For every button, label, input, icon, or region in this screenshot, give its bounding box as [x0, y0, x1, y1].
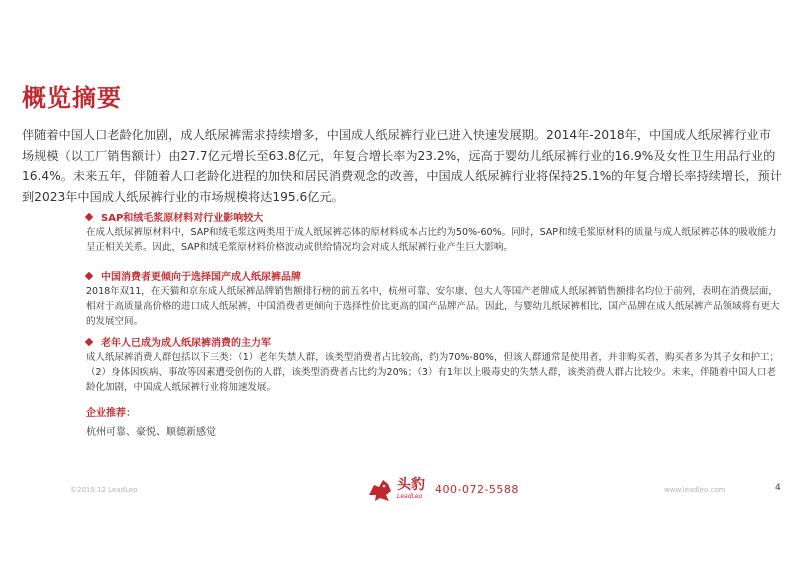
section-title: 老年人已成为成人纸尿裤消费的主力军: [101, 338, 271, 349]
section-text-1: 在成人纸尿裤原材料中，SAP和绒毛浆这两类用于成人纸尿裤芯体的原材料成本占比约为50%-60%。同时，SAP和绒毛浆原材料的质量与成人纸尿裤芯体的吸收能力呈正相关关系。因此，SAP和绒毛浆原材料价格波动或供给情况均会对成人纸尿裤行业产生巨大影响。: [86, 227, 777, 253]
section-title: 中国消费者更倾向于选择国产成人纸尿裤品牌: [101, 272, 301, 283]
section-text-3: 成人纸尿裤消费人群包括以下三类：（1）老年失禁人群，该类型消费者占比较高，约为70%-80%，但该人群通常是使用者，并非购买者，购买者多为其子女和护工；（2）身体因疾病、事故等因素遭受创伤的人群，该类型消费者占比约为20%；（3）有1年以上吸毒史的失禁人群，该类消费人群占比较少。未来，伴随着中国人口老龄化加剧，中国成人纸尿裤行业将加速发展。: [86, 352, 779, 393]
leadleo-logo: [366, 475, 519, 503]
section-heading-2: [86, 268, 301, 283]
diamond-bullet-icon: [85, 212, 93, 220]
diamond-bullet-icon: [85, 271, 93, 279]
website-link[interactable]: www.leadleo.com: [664, 486, 726, 494]
recommend-companies: 杭州可靠、豪悦、顺德新感觉: [86, 427, 216, 438]
recommend-label: 企业推荐：: [86, 408, 136, 419]
diamond-bullet-icon: [85, 337, 93, 345]
logo-chinese: 头豹: [397, 477, 425, 493]
page-title: 概览摘要: [22, 84, 122, 112]
copyright-text: ©2019.12 LeadLeo: [70, 486, 138, 494]
section-heading-3: [86, 334, 271, 349]
phone-number: 400-072-5588: [435, 482, 519, 496]
intro-paragraph: 伴随着中国人口老龄化加剧，成人纸尿裤需求持续增多，中国成人纸尿裤行业已进入快速发展期。2014年-2018年，中国成人纸尿裤行业市场规模（以工厂销售额计）由27.7亿元增长至63.8亿元，年复合增长率为23.2%，远高于婴幼儿纸尿裤行业的16.9%及女性卫生用品行业的16.4%。未来五年，伴随着人口老龄化进程的加快和居民消费观念的改善，中国成人纸尿裤行业将保持25.1%的年复合增长率持续增长，预计到2023年中国成人纸尿裤行业的市场规模将达195.6亿元。: [22, 128, 782, 204]
page-number: 4: [775, 483, 781, 493]
section-title: SAP和绒毛浆原材料对行业影响较大: [101, 213, 264, 224]
section-text-2: 2018年双11，在天猫和京东成人纸尿裤品牌销售额排行榜的前五名中，杭州可靠、安尔康、包大人等国产老牌成人纸尿裤销售额排名均位于前列，表明在消费层面，相对于高质量高价格的进口成人纸尿裤，中国消费者更倾向于选择性价比更高的国产品牌产品。因此，与婴幼儿纸尿裤相比，国产品牌在成人纸尿裤产品领域将有更大的发展空间。: [86, 286, 780, 327]
leopard-logo-icon: [366, 475, 394, 503]
section-heading-1: [86, 209, 263, 224]
logo-english: LeadLeo: [397, 493, 423, 500]
